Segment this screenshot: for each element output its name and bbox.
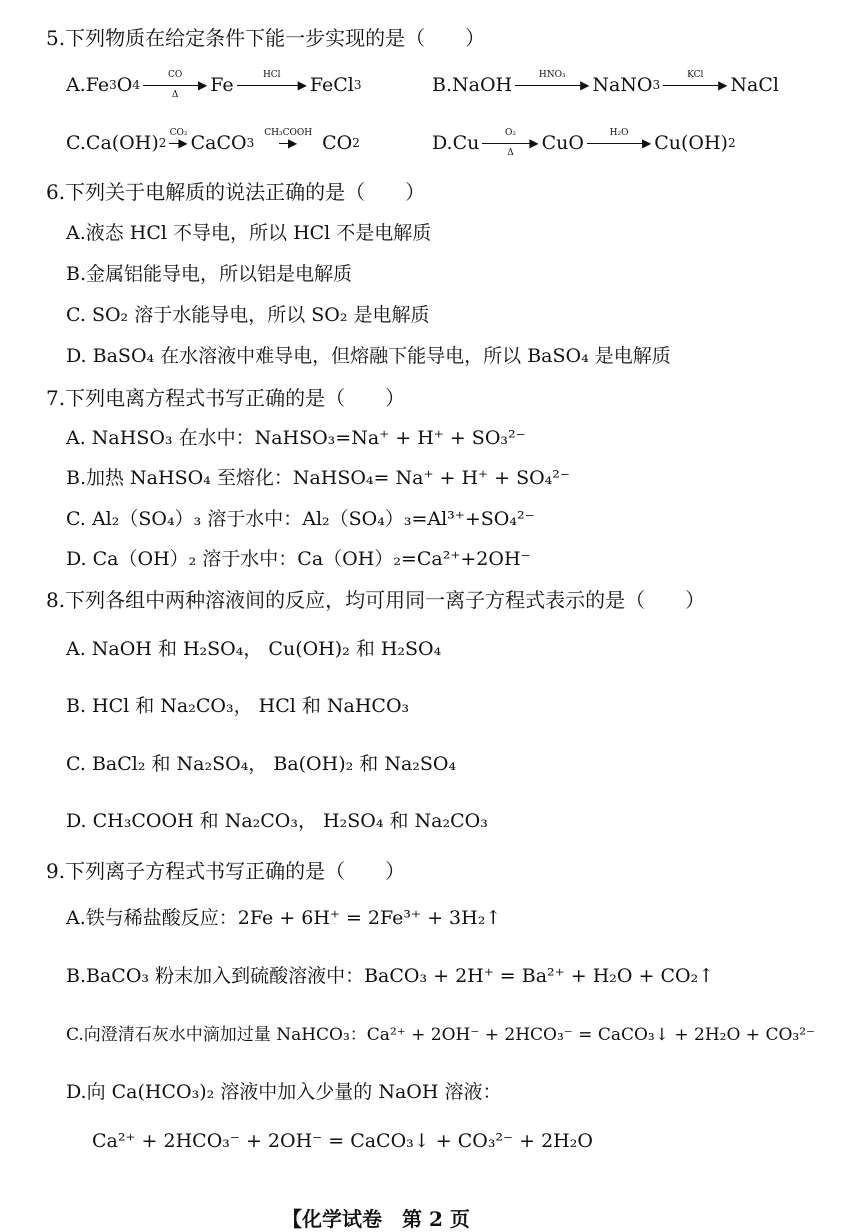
q5-option-a: A. Fe 3 O 4 CO ▶ Δ Fe HCl ▶ FeCl 3 <box>66 70 362 100</box>
q8-option-d: D. CH₃COOH 和 Na₂CO₃， H₂SO₄ 和 Na₂CO₃ <box>66 810 488 832</box>
q7-stem: 7.下列电离方程式书写正确的是（ ） <box>46 386 406 410</box>
q5-option-b: B. NaOH HNO₃ ▶ NaNO 3 KCl ▶ NaCl <box>432 70 779 100</box>
q6-option-a: A.液态 HCl 不导电，所以 HCl 不是电解质 <box>66 222 432 244</box>
q9-option-a: A.铁与稀盐酸反应：2Fe + 6H⁺ = 2Fe³⁺ + 3H₂↑ <box>66 907 502 929</box>
q9-option-d-equation: Ca²⁺ + 2HCO₃⁻ + 2OH⁻ = CaCO₃↓ + CO₃²⁻ + 2H₂O <box>92 1130 593 1152</box>
q5-option-c: C. Ca(OH) 2 CO₂ ▶ CaCO 3 CH₃COOH ▶ CO 2 <box>66 128 360 158</box>
q5-option-d: D. Cu O₂ ▶ Δ CuO H₂O ▶ Cu(OH) 2 <box>432 128 736 158</box>
reaction-arrow-icon: HNO₃ ▶ <box>515 70 589 100</box>
q6-option-d: D. BaSO₄ 在水溶液中难导电，但熔融下能导电，所以 BaSO₄ 是电解质 <box>66 345 671 367</box>
q7-option-a: A. NaHSO₃ 在水中：NaHSO₃=Na⁺ + H⁺ + SO₃²⁻ <box>66 427 526 449</box>
q9-option-c: C.向澄清石灰水中滴加过量 NaHCO₃：Ca²⁺ + 2OH⁻ + 2HCO₃⁻ = CaCO₃↓ + 2H₂O + CO₃²⁻ <box>66 1025 816 1045</box>
q6-option-c: C. SO₂ 溶于水能导电，所以 SO₂ 是电解质 <box>66 304 430 326</box>
reaction-arrow-icon: CO ▶ Δ <box>143 70 207 100</box>
q8-stem: 8.下列各组中两种溶液间的反应，均可用同一离子方程式表示的是（ ） <box>46 588 706 612</box>
reaction-arrow-icon: HCl ▶ <box>237 70 307 100</box>
reaction-arrow-icon: CH₃COOH ▶ <box>264 128 313 150</box>
reaction-arrow-icon: CO₂ ▶ <box>169 128 188 150</box>
q7-option-d: D. Ca（OH）₂ 溶于水中：Ca（OH）₂=Ca²⁺+2OH⁻ <box>66 548 531 570</box>
q9-stem: 9.下列离子方程式书写正确的是（ ） <box>46 859 406 883</box>
q6-option-b: B.金属铝能导电，所以铝是电解质 <box>66 263 353 285</box>
q8-option-a: A. NaOH 和 H₂SO₄， Cu(OH)₂ 和 H₂SO₄ <box>66 638 442 660</box>
reaction-arrow-icon: H₂O ▶ <box>587 128 651 158</box>
q9-option-b: B.BaCO₃ 粉末加入到硫酸溶液中：BaCO₃ + 2H⁺ = Ba²⁺ + H₂O + CO₂↑ <box>66 965 715 987</box>
reaction-arrow-icon: KCl ▶ <box>663 70 727 100</box>
reaction-arrow-icon: O₂ ▶ Δ <box>482 128 538 158</box>
q7-option-c: C. Al₂（SO₄）₃ 溶于水中：Al₂（SO₄）₃=Al³⁺+SO₄²⁻ <box>66 508 535 530</box>
q8-option-b: B. HCl 和 Na₂CO₃， HCl 和 NaHCO₃ <box>66 695 410 717</box>
q9-option-d: D.向 Ca(HCO₃)₂ 溶液中加入少量的 NaOH 溶液： <box>66 1081 502 1103</box>
q6-stem: 6.下列关于电解质的说法正确的是（ ） <box>46 180 426 204</box>
page-footer: 【化学试卷 第 2 页 <box>282 1207 470 1231</box>
q7-option-b: B.加热 NaHSO₄ 至熔化：NaHSO₄= Na⁺ + H⁺ + SO₄²⁻ <box>66 467 570 489</box>
q8-option-c: C. BaCl₂ 和 Na₂SO₄， Ba(OH)₂ 和 Na₂SO₄ <box>66 753 457 775</box>
q5-stem: 5.下列物质在给定条件下能一步实现的是（ ） <box>46 26 486 50</box>
